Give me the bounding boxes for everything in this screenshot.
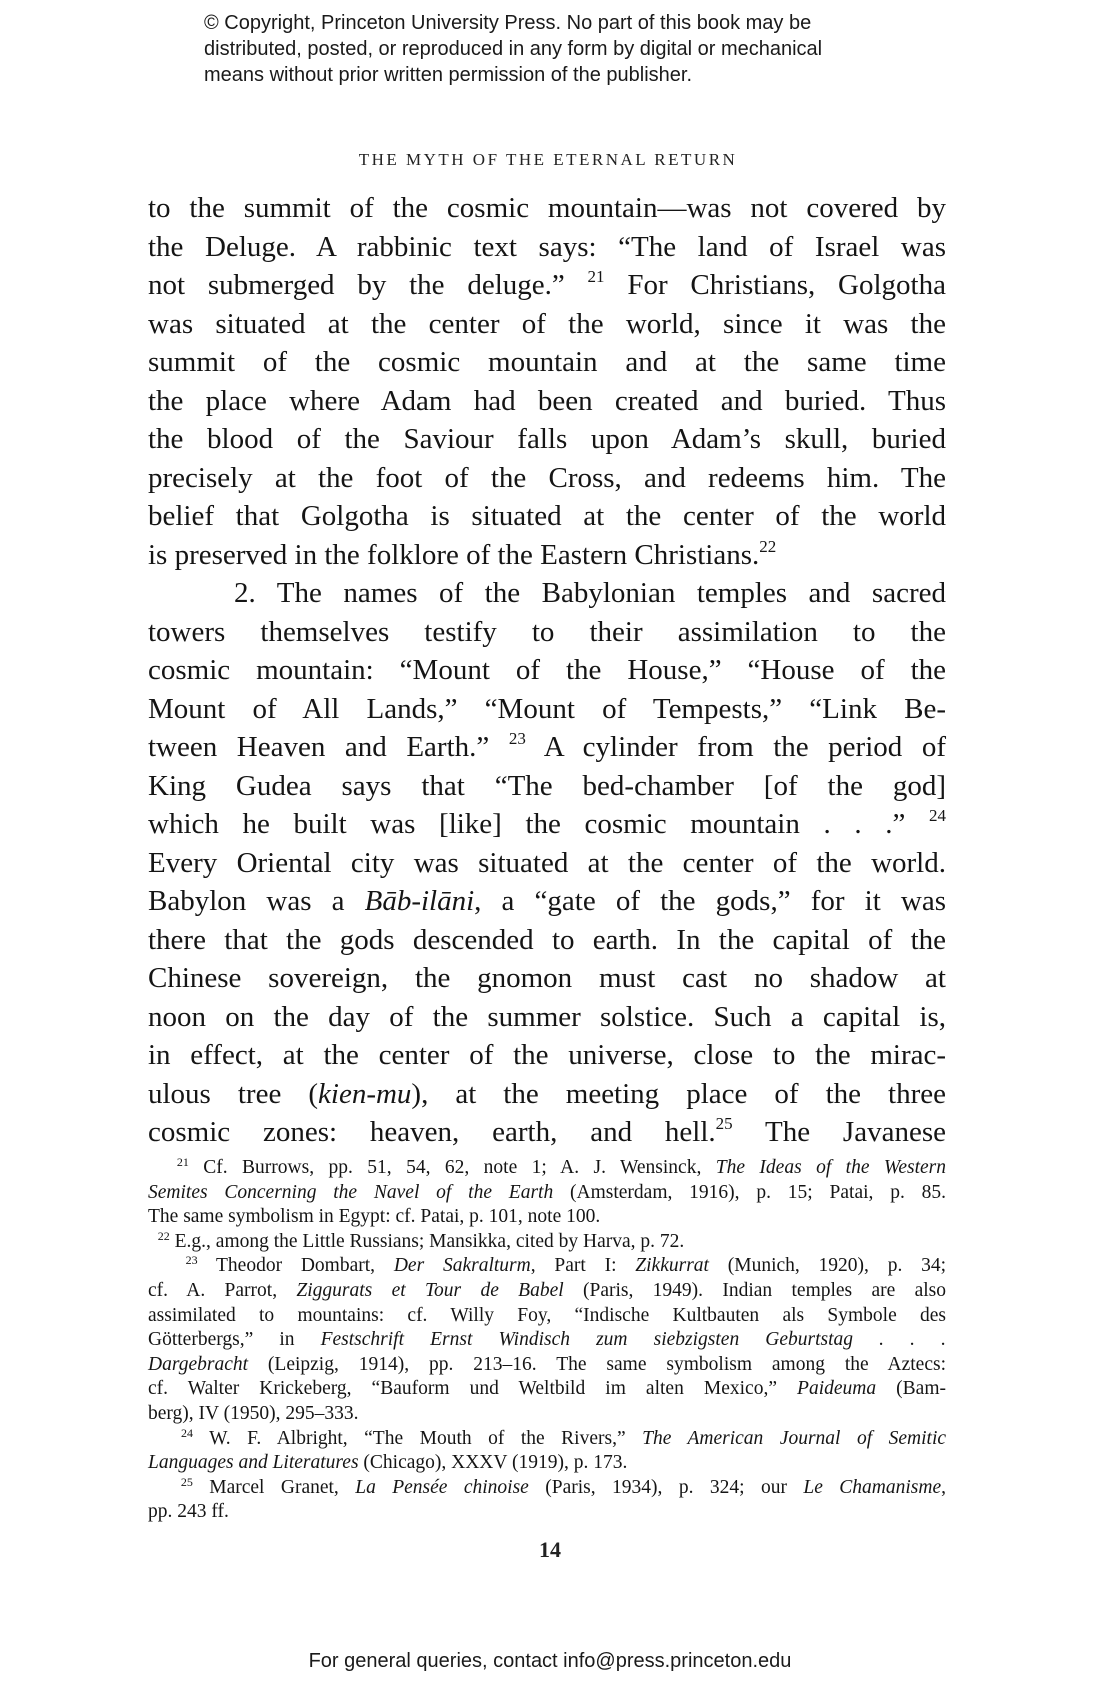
body-line: Every Oriental city was situated at the center of the world. (148, 846, 946, 879)
body-line: precisely at the foot of the Cross, and redeems him. The (148, 461, 946, 494)
copyright-line: means without prior written permission of the publisher. (204, 64, 693, 86)
footnote-line: cf. Walter Krickeberg, “Bauform und Weltbild im alten Mexico,” Paideuma (Bam- (148, 1378, 946, 1400)
footnote-line: Semites Concerning the Navel of the Earth (Amsterdam, 1916), p. 15; Patai, p. 85. (148, 1181, 947, 1203)
body-line: noon on the day of the summer solstice. Such a capital is, (148, 1000, 946, 1033)
body-line: towers themselves testify to their assimilation to the (148, 615, 946, 648)
body-line: to the summit of the cosmic mountain—was not covered by (148, 192, 946, 224)
body-line: Mount of All Lands,” “Mount of Tempests,” “Link Be- (148, 692, 946, 725)
footnote-line: Dargebracht (Leipzig, 1914), pp. 213–16. The same symbolism among the Aztecs: (148, 1353, 946, 1375)
body-line: not submerged by the deluge.” $^{21}$ For Christians, Golgotha (148, 267, 946, 301)
body-line: Chinese sovereign, the gnomon must cast no shadow at (148, 962, 946, 994)
footnote-line: pp. 243 ff. (148, 1501, 229, 1523)
body-text (148, 189, 946, 1152)
body-line: there that the gods descended to earth. In the capital of the (148, 923, 946, 956)
footnotes (148, 1156, 946, 1525)
footnote-line: assimilated to mountains: cf. Willy Foy, “Indische Kultbauten als Symbole des (148, 1304, 946, 1326)
copyright-line: © Copyright, Princeton University Press. No part of this book may be (204, 12, 812, 34)
body-line: is preserved in the folklore of the Eastern Christians.$^{22}$ (148, 536, 777, 571)
body-line: summit of the cosmic mountain and at the same time (148, 346, 946, 378)
copyright-line: distributed, posted, or reproduced in any form by digital or mechanical (204, 38, 823, 60)
body-line: the place where Adam had been created and buried. Thus (148, 384, 946, 417)
footnote-line: $^{23}$ Theodor Dombart, Der Sakralturm, Part I: Zikkurrat (Munich, 1920), p. 34; (185, 1253, 947, 1277)
footnote-line: The same symbolism in Egypt: cf. Patai, p. 101, note 100. (148, 1206, 601, 1228)
contact-footer: For general queries, contact info@press.princeton.edu (308, 1650, 792, 1672)
footnote-line: Götterbergs,” in Festschrift Ernst Windisch zum siebzigsten Geburtstag . . . (148, 1329, 946, 1351)
body-line: 2. The names of the Babylonian temples and sacred (148, 577, 946, 609)
footnote-line: cf. A. Parrot, Ziggurats et Tour de Babel (Paris, 1949). Indian temples are also (148, 1279, 947, 1301)
footnote-line: $^{25}$ Marcel Granet, La Pensée chinoise (Paris, 1934), p. 324; our Le Chamanisme, (180, 1474, 946, 1498)
body-line: cosmic zones: heaven, earth, and hell.$^{25}$ The Javanese (148, 1114, 946, 1148)
page-number: 14 (539, 1537, 561, 1562)
body-line: the blood of the Saviour falls upon Adam’s skull, buried (148, 423, 946, 455)
body-line: in effect, at the center of the universe, close to the mirac- (148, 1039, 946, 1071)
body-line: belief that Golgotha is situated at the center of the world (148, 500, 946, 532)
body-line: King Gudea says that “The bed-chamber [of the god] (148, 769, 946, 802)
running-head: THE MYTH OF THE ETERNAL RETURN (358, 150, 738, 169)
body-line: tween Heaven and Earth.” $^{23}$ A cylinder from the period of (148, 729, 946, 763)
copyright-notice (204, 10, 924, 88)
footnote-line: $^{24}$ W. F. Albright, “The Mouth of the Rivers,” The American Journal of Semitic (181, 1425, 947, 1449)
footnote-line: $^{22}$ E.g., among the Little Russians; Mansikka, cited by Harva, p. 72. (157, 1228, 685, 1252)
body-line: ulous tree (kien-mu), at the meeting place of the three (148, 1077, 946, 1110)
footnote-line: Languages and Literatures (Chicago), XXXV (1919), p. 173. (148, 1452, 628, 1474)
footnote-line: berg), IV (1950), 295–333. (148, 1402, 359, 1424)
body-line: cosmic mountain: “Mount of the House,” “House of the (148, 654, 946, 686)
body-line: which he built was [like] the cosmic mountain . . .” $^{24}$ (148, 806, 946, 840)
body-line: Babylon was a Bāb-ilāni, a “gate of the gods,” for it was (148, 885, 946, 917)
footnote-line: $^{21}$ Cf. Burrows, pp. 51, 54, 62, note 1; A. J. Wensinck, The Ideas of the Western (176, 1155, 947, 1178)
body-line: the Deluge. A rabbinic text says: “The land of Israel was (148, 230, 946, 263)
body-line: was situated at the center of the world, since it was the (148, 307, 946, 340)
